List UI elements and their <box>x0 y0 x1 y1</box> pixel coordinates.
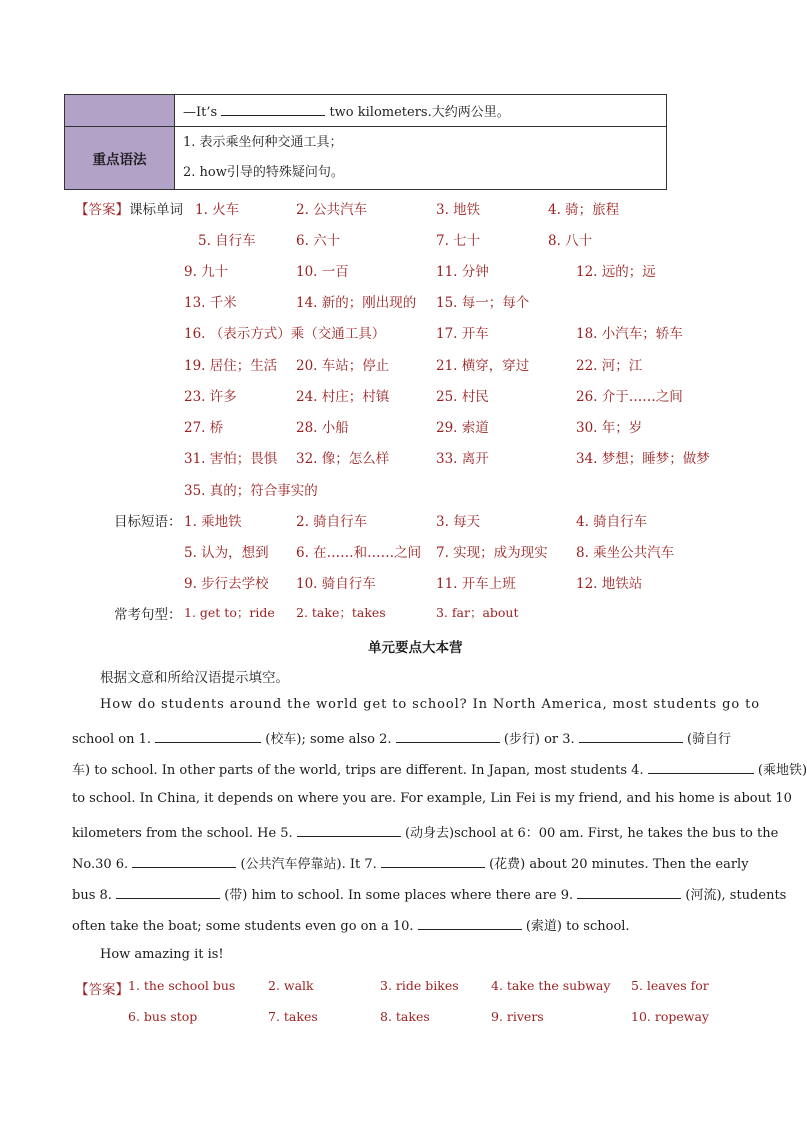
blank-10[interactable] <box>418 917 522 930</box>
answers-tag: 【答案】 <box>75 202 129 218</box>
blank-7[interactable] <box>381 855 485 868</box>
vocab-item: 13. 千米 <box>184 295 237 311</box>
vocab-item: 28. 小船 <box>296 420 349 436</box>
passage-line-4: to school. In China, it depends on where you are. For example, Lin Fei is my friend, and his home is about 10 <box>72 791 792 806</box>
sentence-item: 1. get to；ride <box>184 605 275 620</box>
vocab-item: 29. 索道 <box>436 420 489 436</box>
grammar-point-1: 1. 表示乘坐何种交通工具； <box>183 135 343 150</box>
passage-answer: 1. the school bus <box>128 978 236 993</box>
text: (公共汽车停靠站). It 7. <box>240 857 377 872</box>
passage-answer: 2. walk <box>268 978 314 993</box>
blank-4[interactable] <box>648 761 754 774</box>
text: (校车); some also 2. <box>265 732 392 747</box>
phrase-item: 4. 骑自行车 <box>576 514 648 530</box>
instruction: 根据文意和所给汉语提示填空。 <box>100 670 289 686</box>
vocab-item: 15. 每一；每个 <box>436 295 530 311</box>
text: (花费) about 20 minutes. Then the early <box>489 857 749 872</box>
vocab-item: 9. 九十 <box>184 264 229 280</box>
vocab-item: 24. 村庄；村镇 <box>296 389 390 405</box>
text: (乘地铁) <box>757 763 807 778</box>
passage-line-8 <box>72 915 630 934</box>
passage-answers-tag: 【答案】 <box>75 982 129 998</box>
vocab-item: 32. 像；怎么样 <box>296 451 390 467</box>
passage-answer: 8. takes <box>380 1009 430 1024</box>
grammar-label: 重点语法 <box>65 127 175 190</box>
passage-line-3 <box>72 759 807 778</box>
vocab-item: 27. 桥 <box>184 420 224 436</box>
blank-3[interactable] <box>579 730 683 743</box>
passage-answer: 10. ropeway <box>631 1009 709 1024</box>
phrase-item: 10. 骑自行车 <box>296 576 376 592</box>
vocab-item: 5. 自行车 <box>198 233 256 249</box>
vocab-label: 课标单词 <box>129 202 183 218</box>
section-title: 单元要点大本营 <box>368 640 463 656</box>
vocab-item: 2. 公共汽车 <box>296 202 368 218</box>
vocab-item: 19. 居住；生活 <box>184 358 278 374</box>
text: (步行) or 3. <box>503 732 575 747</box>
phrase-item: 2. 骑自行车 <box>296 514 368 530</box>
blank-5[interactable] <box>297 824 401 837</box>
vocab-item: 12. 远的；远 <box>576 264 656 280</box>
vocab-item: 3. 地铁 <box>436 202 481 218</box>
vocab-item: 7. 七十 <box>436 233 481 249</box>
vocab-item: 23. 许多 <box>184 389 237 405</box>
text: (带) him to school. In some places where there are 9. <box>224 888 574 903</box>
passage-line-5 <box>72 822 778 841</box>
passage-line-6 <box>72 853 749 872</box>
phrase-item: 3. 每天 <box>436 514 481 530</box>
phrases-label: 目标短语： <box>114 514 182 530</box>
blank-6[interactable] <box>132 855 236 868</box>
phrase-item: 5. 认为，想到 <box>184 545 269 561</box>
passage-line-2 <box>72 728 731 747</box>
text: bus 8. <box>72 888 112 903</box>
example-prefix: —It’s <box>183 105 218 120</box>
phrase-item: 12. 地铁站 <box>576 576 643 592</box>
vocab-item: 11. 分钟 <box>436 264 489 280</box>
passage-answer: 5. leaves for <box>631 978 709 993</box>
phrase-item: 1. 乘地铁 <box>184 514 242 530</box>
vocab-item: 20. 车站；停止 <box>296 358 390 374</box>
passage-answer: 7. takes <box>268 1009 318 1024</box>
example-blank[interactable] <box>221 103 325 116</box>
passage-line-1: How do students around the world get to school? In North America, most students go to <box>100 697 760 712</box>
passage-answer: 3. ride bikes <box>380 978 459 993</box>
vocab-item: 35. 真的；符合事实的 <box>184 483 318 499</box>
vocab-item: 4. 骑；旅程 <box>548 202 620 218</box>
table-row-example <box>175 95 667 127</box>
vocab-item: 21. 横穿，穿过 <box>436 358 530 374</box>
vocab-item: 16. （表示方式）乘（交通工具） <box>184 326 386 342</box>
vocab-item: 10. 一百 <box>296 264 349 280</box>
phrase-item: 11. 开车上班 <box>436 576 516 592</box>
text: school on 1. <box>72 732 152 747</box>
blank-8[interactable] <box>116 886 220 899</box>
grammar-points <box>175 127 667 190</box>
blank-1[interactable] <box>155 730 261 743</box>
text: No.30 6. <box>72 857 129 872</box>
text: 车) to school. In other parts of the world, trips are different. In Japan, most students 4. <box>72 763 644 778</box>
vocab-item: 14. 新的；刚出现的 <box>296 295 417 311</box>
text: often take the boat; some students even go on a 10. <box>72 919 414 934</box>
sentences-label: 常考句型： <box>114 607 182 623</box>
vocab-item: 31. 害怕；畏惧 <box>184 451 278 467</box>
grammar-table <box>64 94 667 190</box>
passage-line-7 <box>72 884 786 903</box>
text: (动身去)school at 6：00 am. First, he takes the bus to the <box>404 826 779 841</box>
text: kilometers from the school. He 5. <box>72 826 293 841</box>
text: (骑自行 <box>686 732 732 747</box>
vocab-item: 17. 开车 <box>436 326 489 342</box>
passage-line-9: How amazing it is! <box>100 947 224 962</box>
vocab-item: 1. 火车 <box>195 202 240 218</box>
phrase-item: 9. 步行去学校 <box>184 576 269 592</box>
vocab-item: 22. 河；江 <box>576 358 643 374</box>
passage-answer: 6. bus stop <box>128 1009 198 1024</box>
passage-answer: 4. take the subway <box>491 978 611 993</box>
example-suffix: two kilometers.大约两公里。 <box>329 105 510 120</box>
vocab-item: 34. 梦想；睡梦；做梦 <box>576 451 710 467</box>
sentence-item: 3. far；about <box>436 605 519 620</box>
grammar-point-2: 2. how引导的特殊疑问句。 <box>183 165 344 180</box>
answers-header <box>75 198 183 218</box>
text: (索道) to school. <box>525 919 630 934</box>
phrase-item: 7. 实现；成为现实 <box>436 545 548 561</box>
passage-answer: 9. rivers <box>491 1009 544 1024</box>
phrase-item: 6. 在……和……之间 <box>296 545 422 561</box>
text: (河流), students <box>685 888 787 903</box>
vocab-item: 30. 年；岁 <box>576 420 643 436</box>
vocab-item: 18. 小汽车；轿车 <box>576 326 683 342</box>
table-empty-cell <box>65 95 175 127</box>
vocab-item: 25. 村民 <box>436 389 489 405</box>
vocab-item: 26. 介于……之间 <box>576 389 683 405</box>
vocab-item: 8. 八十 <box>548 233 593 249</box>
vocab-item: 6. 六十 <box>296 233 341 249</box>
blank-2[interactable] <box>396 730 500 743</box>
blank-9[interactable] <box>577 886 681 899</box>
phrase-item: 8. 乘坐公共汽车 <box>576 545 675 561</box>
sentence-item: 2. take；takes <box>296 605 386 620</box>
vocab-item: 33. 离开 <box>436 451 489 467</box>
